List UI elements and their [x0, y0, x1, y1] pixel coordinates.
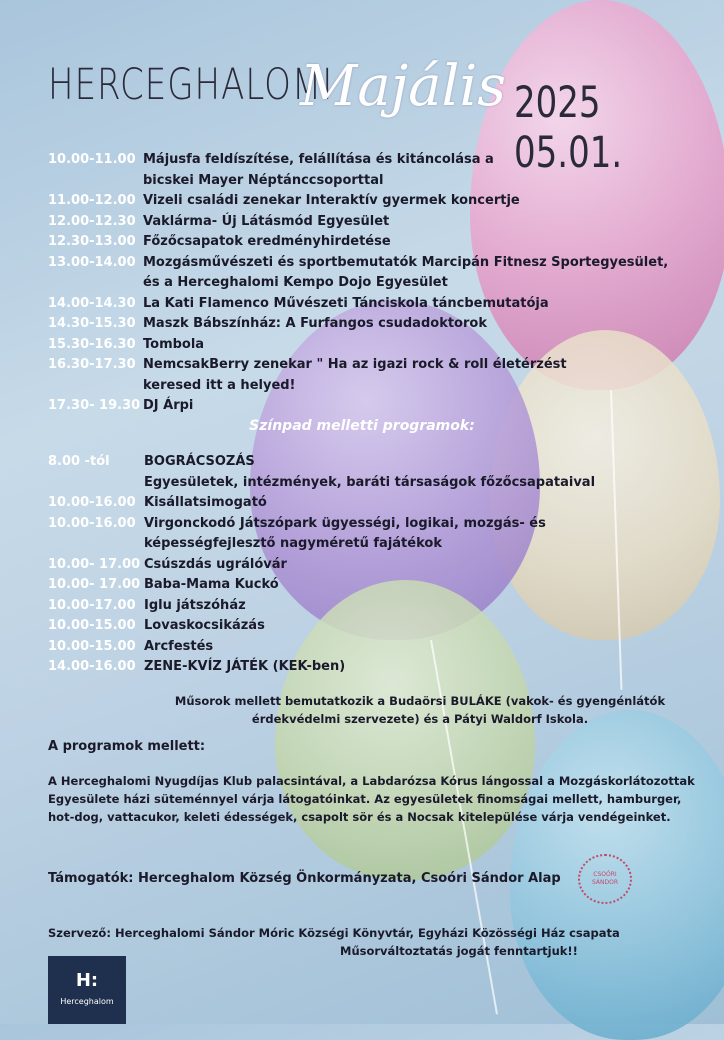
schedule-description: keresed itt a helyed! — [143, 377, 296, 393]
schedule-row — [48, 273, 708, 294]
schedule-time — [48, 473, 144, 494]
schedule-row — [48, 514, 708, 535]
schedule-row — [48, 376, 708, 397]
schedule-description: Lovaskocsikázás — [144, 618, 265, 633]
schedule-description: ZENE-KVÍZ JÁTÉK (KEK-ben) — [144, 659, 346, 674]
schedule-description: Mozgásművészeti és sportbemutatók Marcipán Fitnesz Sportegyesület, — [143, 254, 669, 270]
klub-line-1: A Herceghalomi Nyugdíjas Klub palacsintával, a Labdarózsa Kórus lángossal a Mozgáskorlátozottak — [48, 774, 695, 788]
schedule-time: 10.00-15.00 — [48, 638, 136, 654]
bulake-note — [150, 692, 690, 728]
schedule-row — [48, 355, 708, 376]
schedule-description: La Kati Flamenco Művészeti Tánciskola táncbemutatója — [143, 295, 549, 311]
schedule-time: 15.30-16.30 — [48, 336, 136, 352]
schedule-time: 11.00-12.00 — [48, 193, 136, 208]
title-majalis: Majális — [300, 54, 507, 119]
supporters: Támogatók: Herceghalom Község Önkormányzata, Csoóri Sándor Alap — [48, 871, 561, 886]
schedule-time: 12.00-12.30 — [48, 213, 136, 229]
schedule-row — [48, 335, 708, 356]
csoori-logo-line-2: SÁNDOR — [591, 879, 619, 886]
schedule-time: 14.00-16.00 — [48, 659, 136, 674]
schedule-description: Iglu játszóház — [144, 597, 246, 613]
schedule-time: 17.30- 19.30 — [48, 398, 141, 413]
additional-heading: A programok mellett: — [48, 739, 206, 754]
logo-mark: H: — [75, 970, 99, 991]
schedule-time: 13.00-14.00 — [48, 254, 136, 270]
schedule-row — [48, 575, 708, 596]
schedule-description: NemcsakBerry zenekar " Ha az igazi rock & roll életérzést — [143, 357, 567, 372]
schedule-description: képességfejlesztő nagyméretű fajátékok — [144, 536, 442, 551]
schedule-time: 10.00-17.00 — [48, 597, 136, 613]
schedule-time — [48, 376, 143, 397]
schedule-row — [48, 253, 708, 274]
schedule-description: bicskei Mayer Néptánccsoporttal — [143, 172, 384, 188]
schedule-row — [48, 452, 708, 473]
schedule-row — [48, 616, 708, 637]
schedule-description: Maszk Bábszínház: A Furfangos csudadoktorok — [143, 316, 487, 331]
side-programs-list — [48, 452, 708, 678]
schedule-description: Tombola — [143, 336, 205, 352]
schedule-description: Vaklárma- Új Látásmód Egyesület — [143, 213, 390, 229]
schedule-description: és a Herceghalomi Kempo Dojo Egyesület — [143, 275, 448, 290]
schedule-time: 12.30-13.00 — [48, 234, 136, 249]
klub-line-2: Egyesülete házi süteménnyel várja látogatóinkat. Az egyesületek finomságai mellett, hamburger, — [48, 792, 682, 806]
schedule-time — [48, 534, 144, 555]
schedule-description: Baba-Mama Kuckó — [144, 577, 279, 592]
schedule-row — [48, 534, 708, 555]
schedule-time: 10.00-15.00 — [48, 618, 136, 633]
schedule-time: 10.00-11.00 — [48, 152, 136, 167]
herceghalom-logo — [48, 956, 126, 1024]
additional-description — [48, 772, 698, 826]
schedule-row — [48, 294, 708, 315]
csoori-sandor-logo — [578, 854, 632, 904]
schedule-description: Virgonckodó Játszópark ügyességi, logikai, mozgás- és — [144, 515, 546, 531]
csoori-logo-line-1: CSOÓRI — [593, 871, 617, 878]
schedule-time: 10.00-16.00 — [48, 515, 136, 531]
schedule-time — [48, 273, 143, 294]
schedule-row — [48, 232, 708, 253]
schedule-time — [48, 171, 143, 192]
schedule-description: Arcfestés — [144, 638, 214, 654]
schedule-description: Vizeli családi zenekar Interaktív gyermek koncertje — [143, 193, 520, 208]
side-programs-heading: Színpad melletti programok: — [249, 418, 475, 434]
schedule-description: Májusfa feldíszítése, felállítása és kitáncolása a — [143, 152, 494, 167]
schedule-row — [48, 637, 708, 658]
schedule-time: 8.00 -tól — [48, 454, 110, 469]
schedule-row — [48, 596, 708, 617]
schedule-time: 16.30-17.30 — [48, 357, 136, 372]
schedule-row — [48, 212, 708, 233]
schedule-time: 10.00- 17.00 — [48, 577, 141, 592]
schedule-row — [48, 396, 708, 417]
schedule-time: 10.00-16.00 — [48, 495, 136, 510]
schedule-time: 14.00-14.30 — [48, 295, 136, 311]
change-note: Műsorváltoztatás jogát fenntartjuk!! — [340, 944, 578, 958]
bulake-line-1: Műsorok mellett bemutatkozik a Budaörsi BULÁKE (vakok- és gyengénlátók — [174, 694, 666, 708]
bulake-line-2: érdekvédelmi szervezete) és a Pátyi Waldorf Iskola. — [251, 712, 589, 726]
schedule-description: Kisállatsimogató — [144, 495, 267, 510]
logo-text: Herceghalom — [60, 997, 114, 1006]
schedule-row — [48, 150, 708, 171]
schedule-time: 14.30-15.30 — [48, 316, 136, 331]
schedule-row — [48, 555, 708, 576]
title-herceghalomi: HERCEGHALOMI — [48, 60, 334, 110]
schedule-time: 10.00- 17.00 — [48, 556, 141, 572]
schedule-description: BOGRÁCSOZÁS — [144, 454, 255, 469]
schedule-row — [48, 473, 708, 494]
schedule-row — [48, 191, 708, 212]
schedule-description: DJ Árpi — [143, 398, 194, 413]
organizer: Szervező: Herceghalomi Sándor Móric Községi Könyvtár, Egyházi Közösségi Ház csapata — [48, 926, 620, 940]
schedule-row — [48, 657, 708, 678]
schedule-row — [48, 493, 708, 514]
schedule-description: Csúszdás ugrálóvár — [144, 556, 287, 572]
schedule-description: Főzőcsapatok eredményhirdetése — [143, 234, 391, 249]
schedule-row — [48, 171, 708, 192]
klub-line-3: hot-dog, vattacukor, keleti édességek, csapolt sör és a Nocsak kitelepülése várja vendégeinket. — [48, 810, 671, 824]
schedule-description: Egyesületek, intézmények, baráti társaságok főzőcsapataival — [144, 474, 596, 490]
schedule-row — [48, 314, 708, 335]
main-schedule — [48, 150, 708, 417]
title-date: 2025 05.01. — [514, 78, 623, 178]
